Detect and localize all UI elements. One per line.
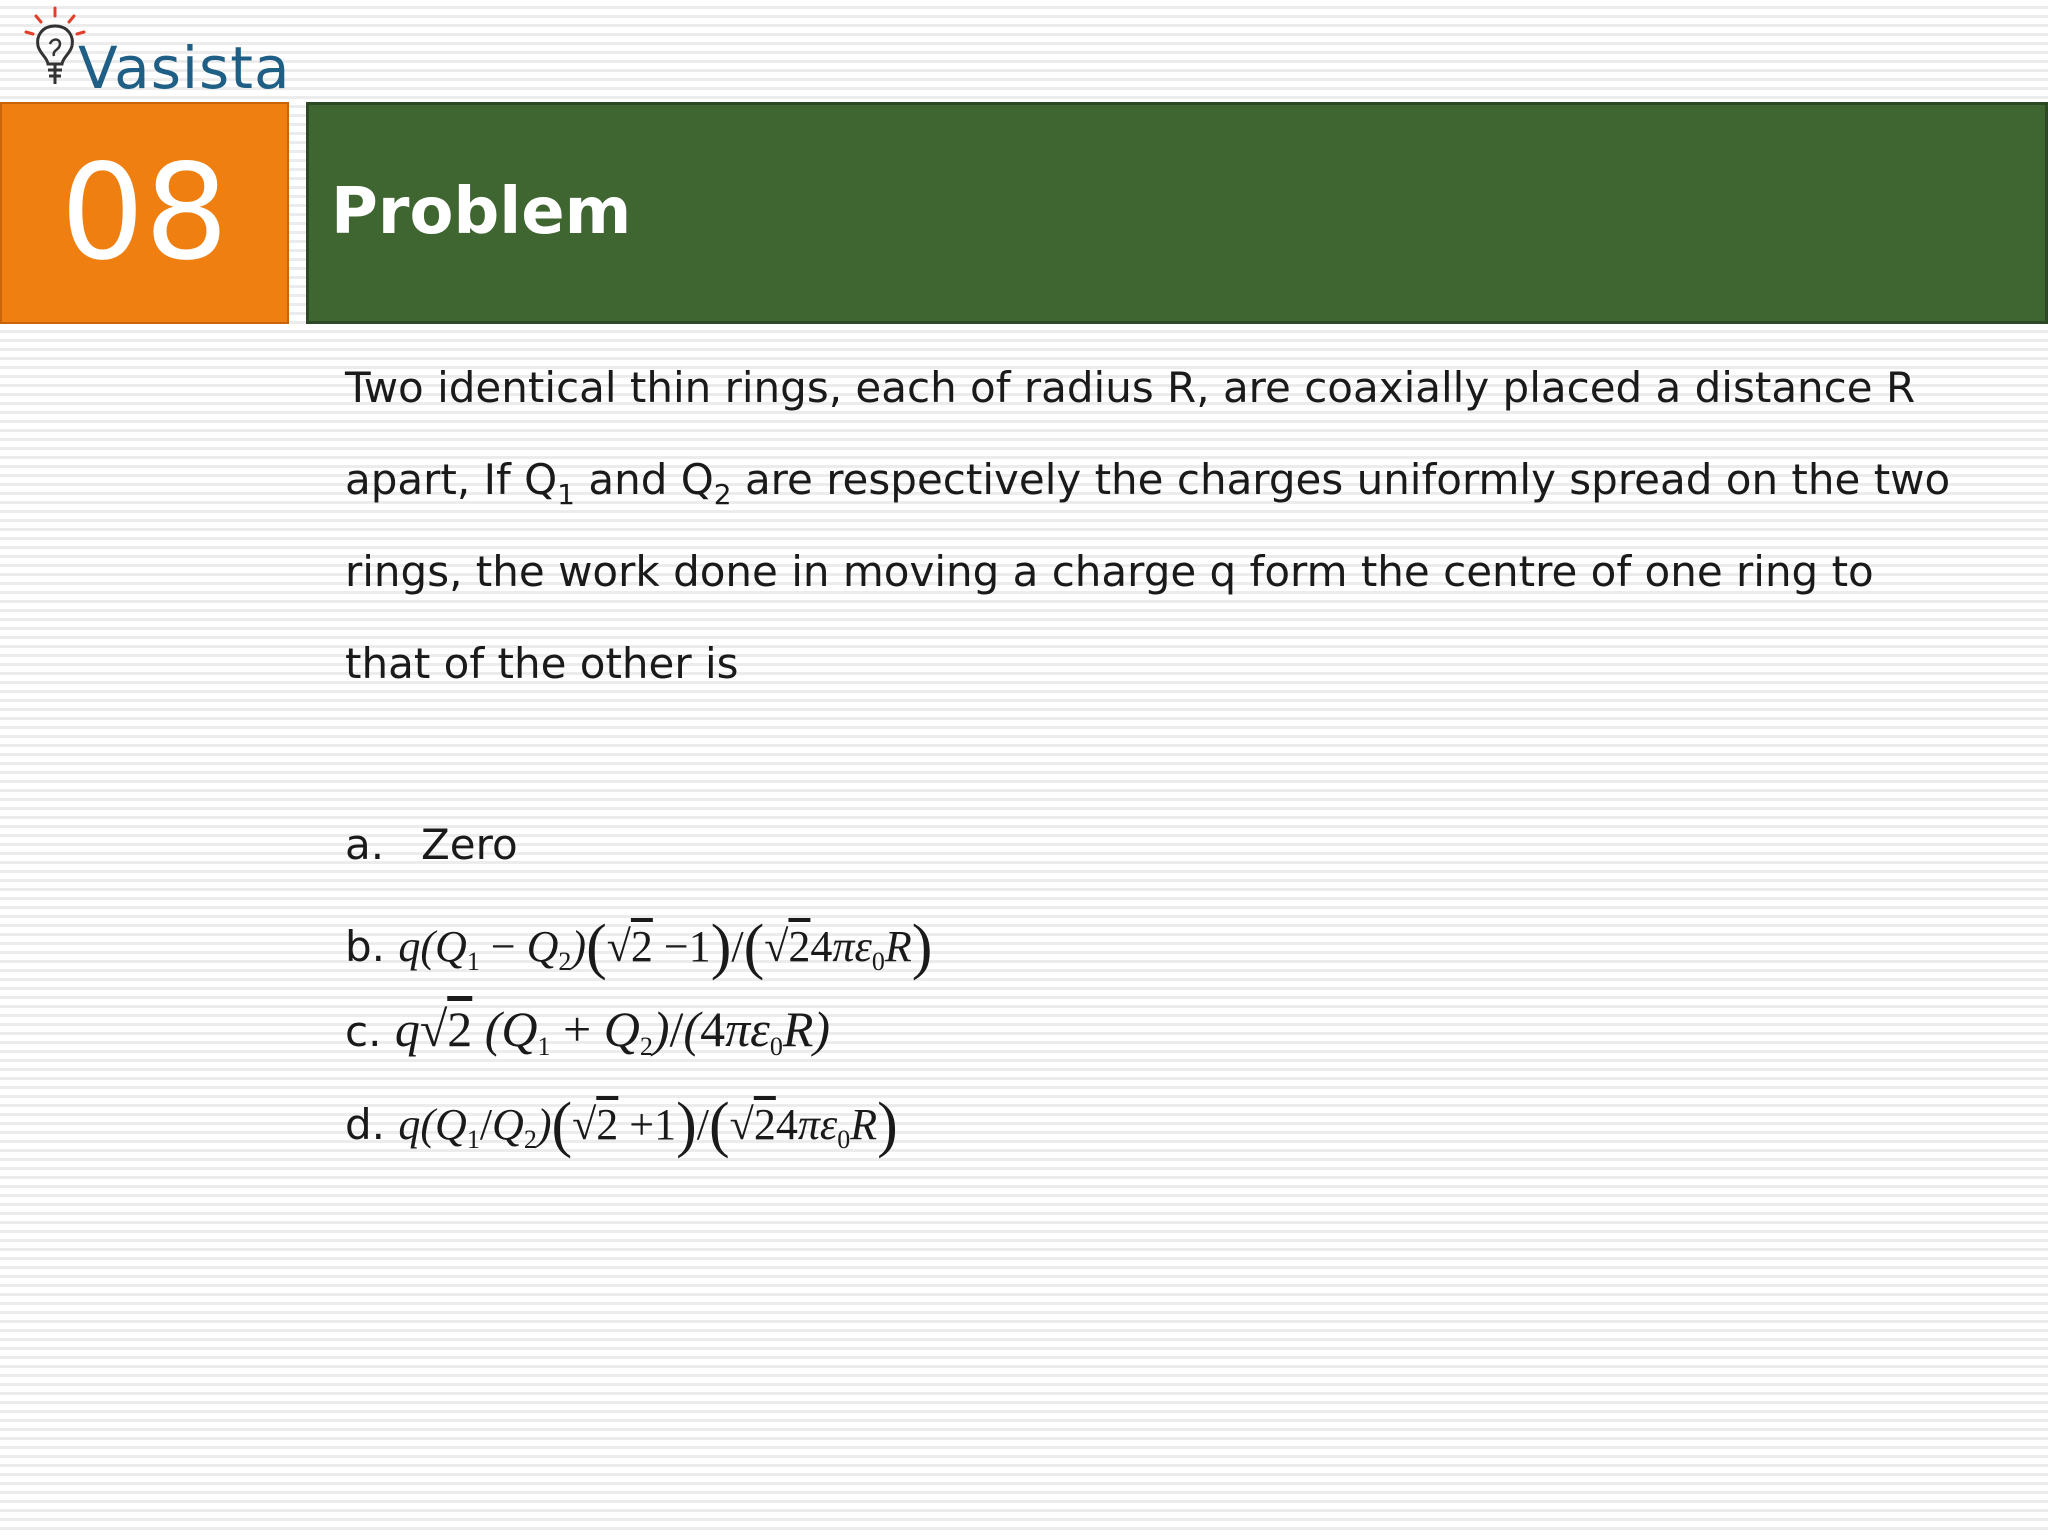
option-b-formula: $q(Q_1 - Q_2)(√2 -1)/(√24\pi\varepsilon_0R)$ — [398, 913, 933, 981]
question-text — [345, 352, 2005, 720]
slide-title: Problem — [331, 175, 632, 249]
vasista-logo — [20, 4, 290, 100]
question-line — [345, 444, 2005, 536]
question-line: rings, the work done in moving a charge q form the centre of one ring to — [345, 547, 1874, 596]
slide-number-box — [0, 102, 289, 324]
subscript: 1 — [557, 478, 575, 511]
option-b[interactable] — [345, 912, 932, 983]
option-label: c. — [345, 1007, 382, 1056]
option-label: b. — [345, 922, 386, 971]
subscript: 2 — [713, 478, 732, 511]
question-fragment: are respectively the charges uniformly spread on the two — [731, 455, 1951, 504]
title-bar — [306, 102, 2048, 324]
option-a[interactable] — [345, 820, 518, 869]
option-c-formula: q√2 $(Q_1 + Q_2)/(4\pi\varepsilon_0R)$ — [394, 1001, 831, 1061]
question-fragment: and Q — [574, 455, 714, 504]
option-d[interactable] — [345, 1090, 898, 1161]
option-label: a. — [345, 820, 385, 869]
option-d-formula: $q(Q_1/Q_2)(√2 +1)/(√24\pi\varepsilon_0R)$ — [398, 1091, 898, 1159]
option-label: d. — [345, 1100, 386, 1149]
question-fragment: apart, If Q — [345, 455, 558, 504]
question-line: Two identical thin rings, each of radius R, are coaxially placed a distance R — [345, 363, 1916, 412]
option-text: Zero — [421, 820, 518, 869]
slide-number: 08 — [60, 136, 229, 290]
option-c[interactable] — [345, 1000, 831, 1061]
logo-text: Vasista — [78, 34, 291, 102]
question-line: that of the other is — [345, 639, 739, 688]
